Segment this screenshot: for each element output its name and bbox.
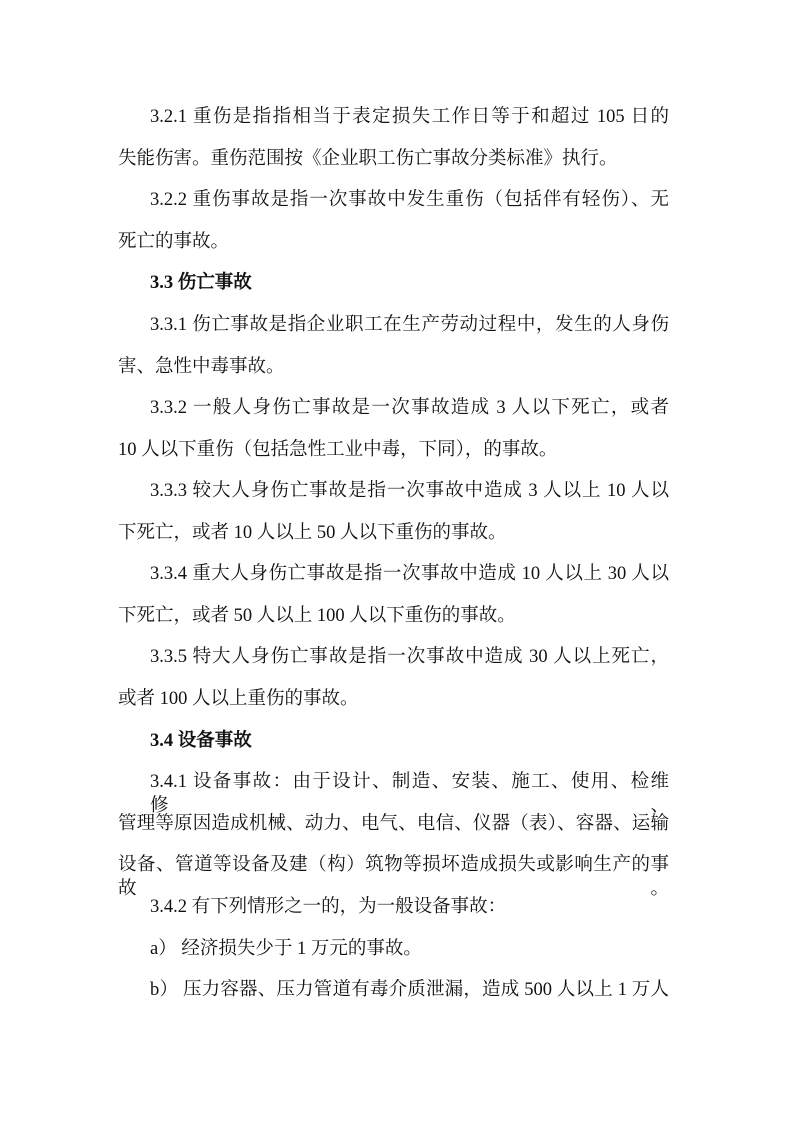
para-3-3-1-line-2: 害、急性中毒事故。 (118, 357, 285, 377)
section-heading-3-4: 3.4 设备事故 (150, 731, 252, 751)
para-3-4-1-line-1: 3.4.1 设备事故：由于设计、制造、安装、施工、使用、检维修、 (150, 772, 669, 816)
para-3-2-1-line-2: 失能伤害。重伤范围按《企业职工伤亡事故分类标准》执行。 (118, 149, 618, 169)
para-3-4-2: 3.4.2 有下列情形之一的，为一般设备事故： (150, 897, 507, 917)
list-item-b-line-1: b） 压力容器、压力管道有毒介质泄漏，造成 500 人以上 1 万人 (150, 980, 669, 1000)
list-item-a: a） 经济损失少于 1 万元的事故。 (150, 939, 422, 959)
para-3-2-1-line-1: 3.2.1 重伤是指指相当于表定损失工作日等于和超过 105 日的 (150, 107, 669, 127)
para-3-3-2-line-2: 10 人以下重伤（包括急性工业中毒，下同），的事故。 (118, 440, 558, 460)
para-3-3-1-line-1: 3.3.1 伤亡事故是指企业职工在生产劳动过程中，发生的人身伤 (150, 315, 669, 335)
para-3-4-1-line-2: 管理等原因造成机械、动力、电气、电信、仪器（表）、容器、运输 (118, 814, 669, 834)
section-heading-3-3: 3.3 伤亡事故 (150, 273, 252, 293)
para-3-3-2-line-1: 3.3.2 一般人身伤亡事故是一次事故造成 3 人以下死亡，或者 (150, 398, 669, 418)
para-3-3-3-line-2: 下死亡，或者 10 人以上 50 人以下重伤的事故。 (118, 523, 507, 543)
para-3-4-1-line-3: 设备、管道等设备及建（构）筑物等损坏造成损失或影响生产的事故。 (118, 855, 669, 899)
para-3-3-4-line-2: 下死亡，或者 50 人以上 100 人以下重伤的事故。 (118, 606, 516, 626)
para-3-2-2-line-2: 死亡的事故。 (118, 232, 230, 252)
para-3-3-5-line-2: 或者 100 人以上重伤的事故。 (118, 689, 359, 709)
para-3-3-4-line-1: 3.3.4 重大人身伤亡事故是指一次事故中造成 10 人以上 30 人以 (150, 564, 669, 584)
para-3-3-3-line-1: 3.3.3 较大人身伤亡事故是指一次事故中造成 3 人以上 10 人以 (150, 481, 669, 501)
para-3-3-5-line-1: 3.3.5 特大人身伤亡事故是指一次事故中造成 30 人以上死亡， (150, 647, 669, 667)
para-3-2-2-line-1: 3.2.2 重伤事故是指一次事故中发生重伤（包括伴有轻伤）、无 (150, 190, 669, 210)
